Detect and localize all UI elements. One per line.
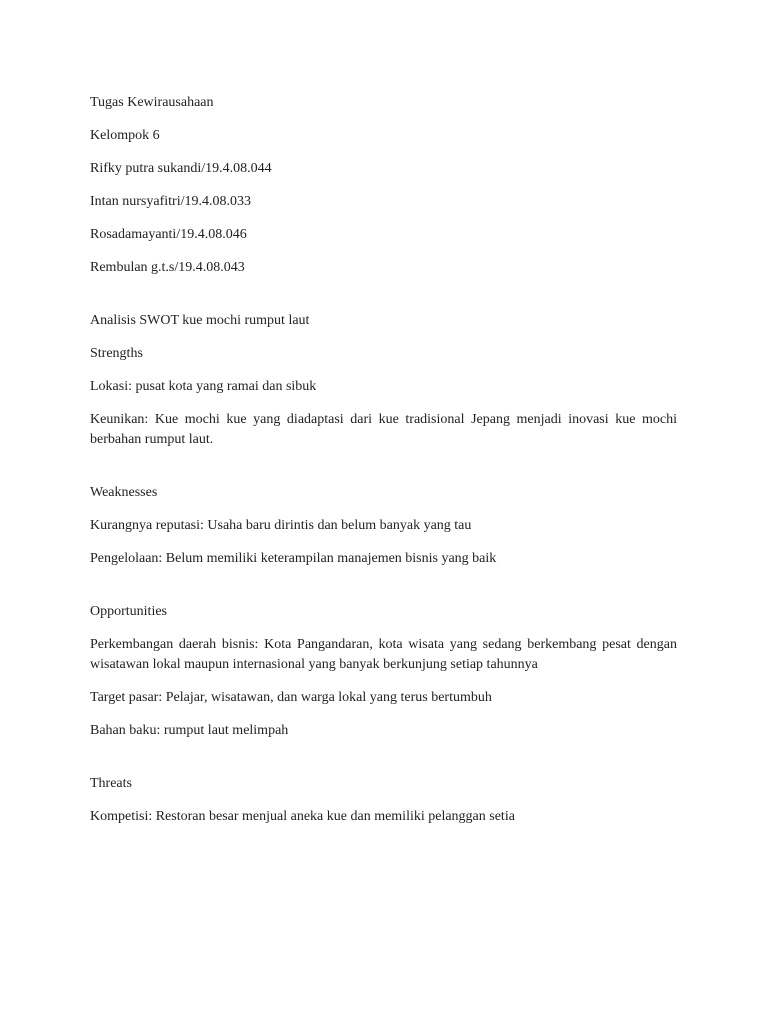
document-body	[90, 93, 677, 840]
blank-line	[90, 463, 677, 483]
strength-item: Lokasi: pusat kota yang ramai dan sibuk	[90, 379, 317, 394]
blank-line	[90, 582, 677, 602]
analysis-title: Analisis SWOT kue mochi rumput laut	[90, 313, 310, 328]
member-line: Intan nursyafitri/19.4.08.033	[90, 194, 251, 209]
weakness-item: Pengelolaan: Belum memiliki keterampilan manajemen bisnis yang baik	[90, 551, 497, 566]
blank-line	[90, 291, 677, 311]
weaknesses-heading: Weaknesses	[90, 485, 158, 500]
opportunity-item: Bahan baku: rumput laut melimpah	[90, 723, 289, 738]
blank-line	[90, 754, 677, 774]
strengths-heading: Strengths	[90, 346, 143, 361]
weakness-item: Kurangnya reputasi: Usaha baru dirintis dan belum banyak yang tau	[90, 518, 472, 533]
group-label: Kelompok 6	[90, 128, 160, 143]
threats-heading: Threats	[90, 776, 132, 791]
opportunity-item: Perkembangan daerah bisnis: Kota Pangandaran, kota wisata yang sedang berkembang pesat dengan wisatawan lokal maupun internasional yang banyak berkunjung setiap tahunnya	[90, 637, 677, 672]
threat-item: Kompetisi: Restoran besar menjual aneka kue dan memiliki pelanggan setia	[90, 809, 515, 824]
member-line: Rosadamayanti/19.4.08.046	[90, 227, 247, 242]
member-line: Rifky putra sukandi/19.4.08.044	[90, 161, 272, 176]
strength-item: Keunikan: Kue mochi kue yang diadaptasi dari kue tradisional Jepang menjadi inovasi kue mochi berbahan rumput laut.	[90, 412, 677, 447]
member-line: Rembulan g.t.s/19.4.08.043	[90, 260, 245, 275]
opportunity-item: Target pasar: Pelajar, wisatawan, dan warga lokal yang terus bertumbuh	[90, 690, 492, 705]
opportunities-heading: Opportunities	[90, 604, 167, 619]
document-title: Tugas Kewirausahaan	[90, 95, 214, 110]
